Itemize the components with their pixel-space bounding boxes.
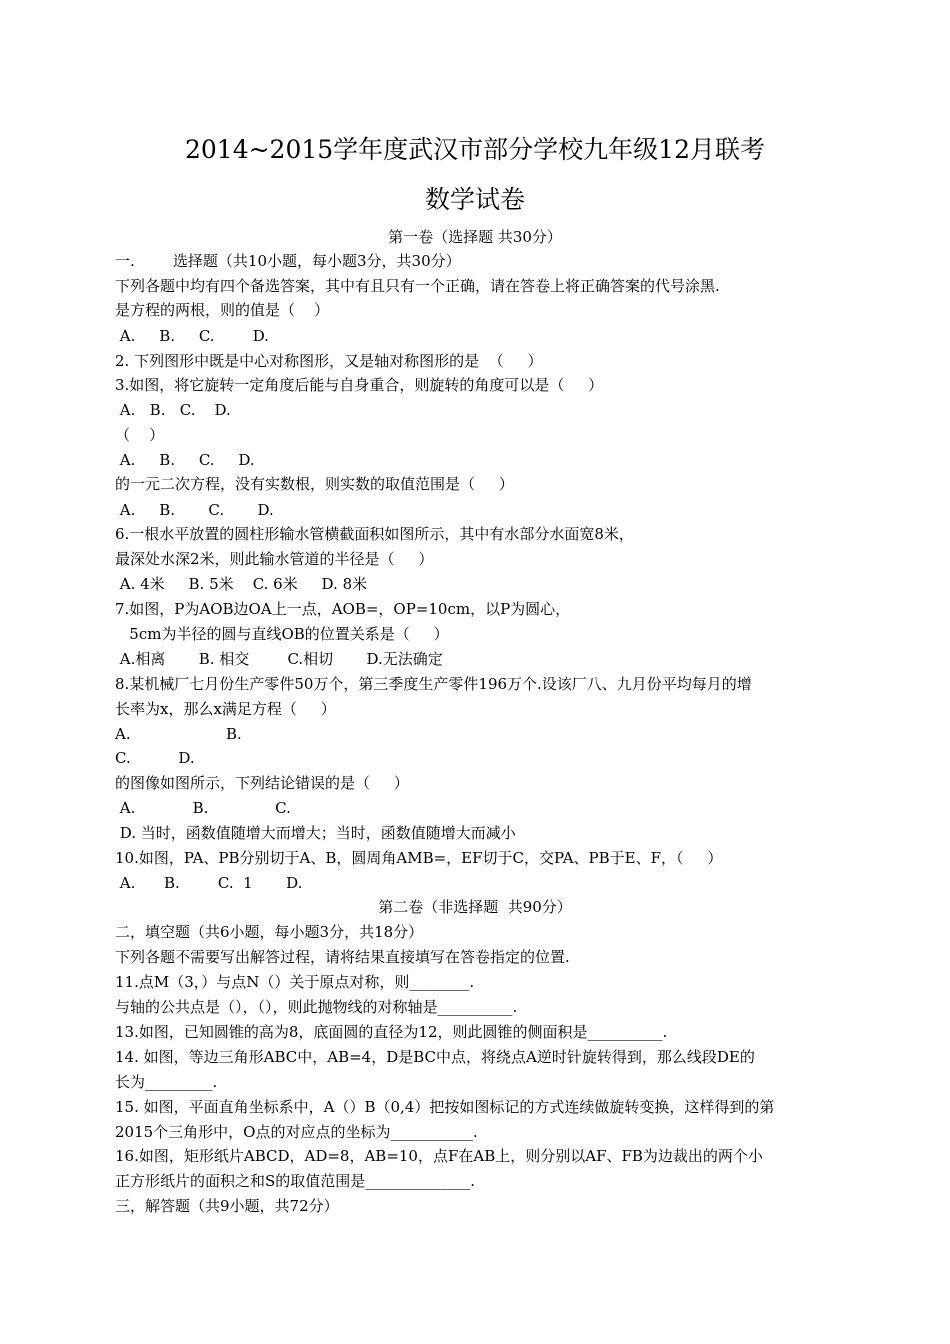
question-7-cont: 5cm为半径的圆与直线OB的位置关系是（ ） [115,625,449,643]
question-10: 10.如图，PA、PB分别切于A、B，圆周角AMB=，EF切于C，交PA、PB于E、F，（ ） [115,849,723,867]
question-6: 6.一根水平放置的圆柱形输水管横截面积如图所示，其中有水部分水面宽8米， [115,525,634,543]
section-one-heading: 第一卷（选择题 共30分） [388,228,562,246]
part-two-instructions: 下列各题不需要写出解答过程，请将结果直接填写在答卷指定的位置. [115,948,570,966]
question-15-cont: 2015个三角形中，O点的对应点的坐标为___________. [115,1123,478,1141]
question-8-options-ab: A. B. [115,725,242,743]
question-4: （ ） [115,426,165,444]
part-two-heading: 二，填空题（共6小题，每小题3分，共18分） [115,923,424,941]
question-1: 是方程的两根，则的值是（ ） [115,301,330,319]
question-14-cont: 长为_________. [115,1073,218,1091]
exam-subtitle: 数学试卷 [424,185,525,214]
part-one-heading: 一. 选择题（共10小题，每小题3分，共30分） [115,252,461,270]
question-2: 2. 下列图形中既是中心对称图形，又是轴对称图形的是 （ ） [115,352,543,370]
question-3-options: A. B. C. D. [115,401,231,419]
question-16-cont: 正方形纸片的面积之和S的取值范围是______________. [115,1172,476,1190]
question-7-options: A.相离 B. 相交 C.相切 D.无法确定 [115,650,443,668]
question-9-options-abc: A. B. C. [115,799,291,817]
question-15: 15. 如图，平面直角坐标系中，A（）B（0,4）把按如图标记的方式连续做旋转变换，这样得到的第 [115,1098,775,1116]
exam-title: 2014~2015学年度武汉市部分学校九年级12月联考 [184,135,765,164]
question-8-cont: 长率为x，那么x满足方程（ ） [115,700,336,718]
question-12: 与轴的公共点是（），（），则此抛物线的对称轴是__________. [115,998,518,1016]
question-5: 的一元二次方程，没有实数根，则实数的取值范围是（ ） [115,475,514,493]
question-14: 14. 如图，等边三角形ABC中，AB=4，D是BC中点，将绕点A逆时针旋转得到，那么线段DE的 [115,1048,755,1066]
question-5-options: A. B. C. D. [115,501,274,519]
question-8-options-cd: C. D. [115,749,195,767]
question-16: 16.如图，矩形纸片ABCD，AD=8，AB=10，点F在AB上，则分别以AF、FB为边裁出的两个小 [115,1147,763,1165]
question-7: 7.如图，P为AOB边OA上一点，AOB=，OP=10cm，以P为圆心， [115,600,571,618]
part-three-heading: 三，解答题（共9小题，共72分） [115,1197,339,1215]
question-13: 13.如图，已知圆锥的高为8，底面圆的直径为12，则此圆锥的侧面积是__________. [115,1023,668,1041]
question-10-options: A. B. C. 1 D. [115,874,303,892]
question-9-option-d: D. 当时，函数值随增大而增大；当时，函数值随增大而减小 [115,824,516,842]
section-two-heading: 第二卷（非选择题 共90分） [378,898,572,916]
part-one-instructions: 下列各题中均有四个备选答案，其中有且只有一个正确，请在答卷上将正确答案的代号涂黑. [115,277,720,295]
question-9: 的图像如图所示，下列结论错误的是（ ） [115,774,409,792]
question-4-options: A. B. C. D. [115,451,255,469]
question-11: 11.点M（3，）与点N（）关于原点对称，则________. [115,973,475,991]
question-1-options: A. B. C. D. [115,327,269,345]
question-3: 3.如图，将它旋转一定角度后能与自身重合，则旋转的角度可以是（ ） [115,376,604,394]
question-6-options: A. 4米 B. 5米 C. 6米 D. 8米 [115,575,368,593]
question-6-cont: 最深处水深2米，则此输水管道的半径是（ ） [115,550,434,568]
question-8: 8.某机械厂七月份生产零件50万个，第三季度生产零件196万个.设该厂八、九月份平均每月的增 [115,675,752,693]
